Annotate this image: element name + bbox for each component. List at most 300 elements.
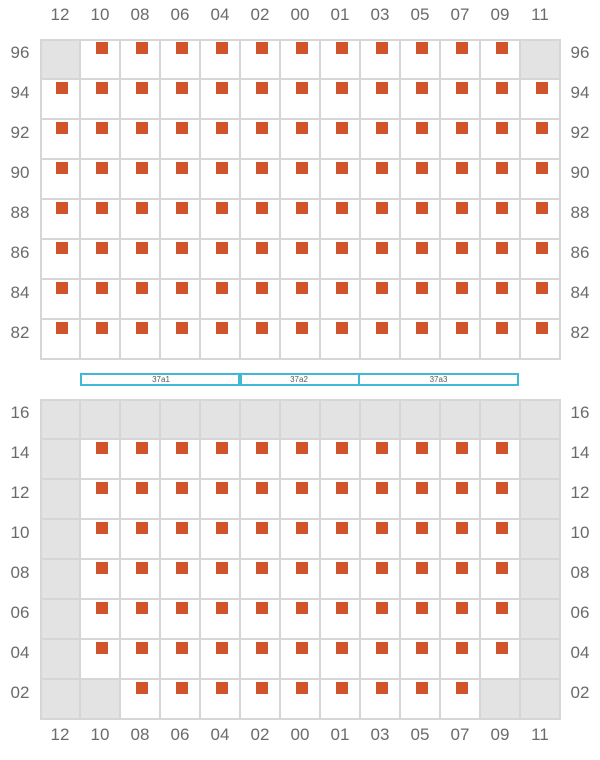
seat-marker — [216, 122, 228, 134]
seat-cell[interactable] — [321, 600, 361, 640]
seat-cell[interactable] — [441, 240, 481, 280]
seat-cell[interactable] — [81, 120, 121, 160]
seat-cell[interactable] — [401, 560, 441, 600]
seat-marker — [256, 442, 268, 454]
seat-cell[interactable] — [81, 320, 121, 360]
seat-cell[interactable] — [481, 320, 521, 360]
seat-marker — [536, 202, 548, 214]
seat-cell[interactable] — [121, 280, 161, 320]
seat-cell[interactable] — [401, 680, 441, 720]
seat-cell[interactable] — [321, 320, 361, 360]
section-37a2[interactable]: 37a2 — [238, 373, 360, 386]
top-column-label: 00 — [290, 5, 310, 24]
seat-marker — [336, 682, 348, 694]
empty-cell — [321, 400, 361, 440]
seat-cell[interactable] — [281, 240, 321, 280]
top-column-label: 08 — [130, 5, 150, 24]
seat-cell[interactable] — [201, 320, 241, 360]
seat-marker — [376, 122, 388, 134]
seat-cell[interactable] — [41, 280, 81, 320]
seat-cell[interactable] — [201, 120, 241, 160]
seat-marker — [496, 442, 508, 454]
seat-cell[interactable] — [521, 320, 561, 360]
seat-cell[interactable] — [121, 440, 161, 480]
seat-cell[interactable] — [241, 560, 281, 600]
seat-cell[interactable] — [201, 200, 241, 240]
seat-cell[interactable] — [361, 520, 401, 560]
seat-cell[interactable] — [441, 200, 481, 240]
seat-marker — [256, 602, 268, 614]
seat-marker — [216, 242, 228, 254]
seat-cell[interactable] — [481, 120, 521, 160]
seat-marker — [536, 82, 548, 94]
seat-cell[interactable] — [281, 440, 321, 480]
seat-cell[interactable] — [481, 240, 521, 280]
seat-marker — [456, 602, 468, 614]
seat-cell[interactable] — [121, 320, 161, 360]
row-label-right: 96 — [570, 43, 590, 62]
seat-cell[interactable] — [521, 160, 561, 200]
seat-cell[interactable] — [281, 560, 321, 600]
seat-cell[interactable] — [41, 320, 81, 360]
seat-marker — [256, 42, 268, 54]
row-label-left: 12 — [10, 483, 30, 502]
seat-marker — [376, 522, 388, 534]
seat-cell[interactable] — [401, 40, 441, 80]
empty-cell — [521, 400, 561, 440]
seat-marker — [216, 642, 228, 654]
seat-cell[interactable] — [241, 640, 281, 680]
top-column-label: 01 — [330, 5, 350, 24]
seat-marker — [336, 522, 348, 534]
seat-cell[interactable] — [241, 280, 281, 320]
seat-marker — [136, 562, 148, 574]
seat-marker — [416, 162, 428, 174]
seat-cell[interactable] — [321, 640, 361, 680]
seat-cell[interactable] — [321, 40, 361, 80]
seat-marker — [56, 322, 68, 334]
seat-marker — [456, 482, 468, 494]
seat-cell[interactable] — [441, 440, 481, 480]
seat-marker — [176, 42, 188, 54]
seat-cell[interactable] — [361, 600, 401, 640]
seat-cell[interactable] — [161, 560, 201, 600]
seat-cell[interactable] — [481, 640, 521, 680]
seat-marker — [136, 42, 148, 54]
row-label-right: 08 — [570, 563, 590, 582]
seat-marker — [96, 482, 108, 494]
bottom-column-label: 06 — [170, 725, 190, 744]
seat-marker — [536, 162, 548, 174]
seat-cell[interactable] — [241, 160, 281, 200]
seat-cell[interactable] — [121, 200, 161, 240]
seat-cell[interactable] — [161, 600, 201, 640]
seat-cell[interactable] — [361, 560, 401, 600]
seat-cell[interactable] — [241, 80, 281, 120]
seat-cell[interactable] — [241, 600, 281, 640]
seat-cell[interactable] — [481, 440, 521, 480]
seat-marker — [416, 42, 428, 54]
seat-cell[interactable] — [81, 440, 121, 480]
seat-cell[interactable] — [121, 600, 161, 640]
seat-cell[interactable] — [201, 560, 241, 600]
seat-marker — [296, 282, 308, 294]
seat-cell[interactable] — [161, 640, 201, 680]
seat-cell[interactable] — [441, 640, 481, 680]
seat-cell[interactable] — [81, 480, 121, 520]
seat-cell[interactable] — [481, 40, 521, 80]
row-label-right: 14 — [570, 443, 590, 462]
seat-marker — [416, 682, 428, 694]
seat-marker — [536, 242, 548, 254]
seat-cell[interactable] — [441, 600, 481, 640]
seat-cell[interactable] — [321, 520, 361, 560]
row-label-right: 04 — [570, 643, 590, 662]
seat-marker — [336, 202, 348, 214]
seat-cell[interactable] — [441, 480, 481, 520]
seat-marker — [176, 162, 188, 174]
seat-cell[interactable] — [201, 280, 241, 320]
seat-cell[interactable] — [121, 680, 161, 720]
seat-marker — [96, 242, 108, 254]
seat-marker — [376, 42, 388, 54]
seat-marker — [56, 82, 68, 94]
top-column-label: 06 — [170, 5, 190, 24]
seat-cell[interactable] — [361, 440, 401, 480]
seat-marker — [336, 322, 348, 334]
seat-cell[interactable] — [321, 560, 361, 600]
empty-cell — [41, 400, 81, 440]
seat-cell[interactable] — [81, 520, 121, 560]
seat-cell[interactable] — [121, 240, 161, 280]
seat-marker — [296, 202, 308, 214]
seat-cell[interactable] — [281, 600, 321, 640]
top-column-label: 11 — [531, 5, 549, 24]
seat-marker — [376, 602, 388, 614]
seat-cell[interactable] — [281, 680, 321, 720]
seat-cell[interactable] — [441, 560, 481, 600]
seat-cell[interactable] — [161, 440, 201, 480]
seat-cell[interactable] — [81, 640, 121, 680]
seat-cell[interactable] — [281, 160, 321, 200]
seat-marker — [176, 242, 188, 254]
top-column-label: 02 — [250, 5, 270, 24]
seat-cell[interactable] — [161, 40, 201, 80]
bottom-column-label: 07 — [450, 725, 470, 744]
seat-cell[interactable] — [161, 200, 201, 240]
seat-cell[interactable] — [41, 200, 81, 240]
seat-marker — [296, 42, 308, 54]
seat-cell[interactable] — [401, 280, 441, 320]
seat-marker — [456, 322, 468, 334]
seat-marker — [56, 242, 68, 254]
seat-cell[interactable] — [241, 240, 281, 280]
seat-marker — [296, 442, 308, 454]
seat-cell[interactable] — [401, 200, 441, 240]
seat-marker — [176, 482, 188, 494]
seat-cell[interactable] — [441, 160, 481, 200]
seat-marker — [496, 322, 508, 334]
section-37a3[interactable]: 37a3 — [358, 373, 519, 386]
section-37a1[interactable]: 37a1 — [80, 373, 242, 386]
seat-cell[interactable] — [441, 80, 481, 120]
bottom-column-label: 10 — [90, 725, 110, 744]
seat-cell[interactable] — [41, 120, 81, 160]
seat-marker — [256, 122, 268, 134]
seat-cell[interactable] — [201, 80, 241, 120]
seat-cell[interactable] — [281, 200, 321, 240]
seat-cell[interactable] — [321, 240, 361, 280]
seat-marker — [336, 282, 348, 294]
seat-marker — [56, 162, 68, 174]
seat-cell[interactable] — [401, 480, 441, 520]
seat-marker — [416, 202, 428, 214]
seat-cell[interactable] — [441, 320, 481, 360]
seat-cell[interactable] — [201, 440, 241, 480]
seat-marker — [216, 602, 228, 614]
seat-cell[interactable] — [241, 440, 281, 480]
seat-cell[interactable] — [161, 160, 201, 200]
seat-marker — [336, 602, 348, 614]
seat-cell[interactable] — [241, 200, 281, 240]
top-column-label: 09 — [490, 5, 510, 24]
seat-marker — [496, 162, 508, 174]
seat-cell[interactable] — [281, 280, 321, 320]
seat-cell[interactable] — [481, 80, 521, 120]
seat-cell[interactable] — [401, 240, 441, 280]
seat-marker — [136, 282, 148, 294]
seat-cell[interactable] — [161, 280, 201, 320]
row-label-right: 86 — [570, 243, 590, 262]
seat-marker — [96, 282, 108, 294]
seat-cell[interactable] — [121, 520, 161, 560]
seat-cell[interactable] — [201, 40, 241, 80]
seat-cell[interactable] — [401, 160, 441, 200]
seat-cell[interactable] — [321, 80, 361, 120]
empty-cell — [41, 640, 81, 680]
row-label-left: 94 — [10, 83, 30, 102]
seat-marker — [256, 202, 268, 214]
seat-cell[interactable] — [361, 120, 401, 160]
bottom-column-label: 12 — [50, 725, 70, 744]
seat-cell[interactable] — [161, 480, 201, 520]
seat-marker — [456, 682, 468, 694]
seat-cell[interactable] — [121, 160, 161, 200]
seat-cell[interactable] — [361, 240, 401, 280]
seat-cell[interactable] — [241, 520, 281, 560]
seat-marker — [416, 242, 428, 254]
seat-marker — [136, 202, 148, 214]
seat-marker — [416, 602, 428, 614]
seat-cell[interactable] — [81, 280, 121, 320]
seat-cell[interactable] — [361, 320, 401, 360]
seat-marker — [456, 122, 468, 134]
seat-marker — [256, 562, 268, 574]
seat-cell[interactable] — [401, 520, 441, 560]
seat-cell[interactable] — [241, 40, 281, 80]
seat-marker — [376, 162, 388, 174]
seat-cell[interactable] — [401, 440, 441, 480]
seat-marker — [376, 282, 388, 294]
top-column-label: 03 — [370, 5, 390, 24]
seat-cell[interactable] — [441, 120, 481, 160]
seat-cell[interactable] — [201, 640, 241, 680]
seat-cell[interactable] — [521, 120, 561, 160]
bottom-column-label: 05 — [410, 725, 430, 744]
seat-cell[interactable] — [41, 160, 81, 200]
seat-cell[interactable] — [361, 680, 401, 720]
seat-cell[interactable] — [121, 80, 161, 120]
seat-cell[interactable] — [361, 80, 401, 120]
seat-cell[interactable] — [281, 120, 321, 160]
seat-marker — [56, 282, 68, 294]
seat-marker — [376, 482, 388, 494]
seat-marker — [336, 442, 348, 454]
seat-marker — [176, 562, 188, 574]
seat-marker — [56, 122, 68, 134]
seat-cell[interactable] — [81, 160, 121, 200]
seat-cell[interactable] — [121, 120, 161, 160]
seat-marker — [336, 562, 348, 574]
seat-cell[interactable] — [201, 480, 241, 520]
seat-cell[interactable] — [161, 240, 201, 280]
seat-marker — [216, 482, 228, 494]
top-column-label: 04 — [210, 5, 230, 24]
seat-cell[interactable] — [241, 320, 281, 360]
seat-cell[interactable] — [321, 120, 361, 160]
empty-cell — [481, 400, 521, 440]
seat-marker — [456, 442, 468, 454]
seat-cell[interactable] — [161, 120, 201, 160]
seat-cell[interactable] — [401, 120, 441, 160]
seat-cell[interactable] — [81, 40, 121, 80]
seat-cell[interactable] — [281, 520, 321, 560]
empty-cell — [201, 400, 241, 440]
seat-cell[interactable] — [321, 680, 361, 720]
seat-cell[interactable] — [201, 240, 241, 280]
seat-marker — [296, 82, 308, 94]
seat-cell[interactable] — [481, 160, 521, 200]
seat-cell[interactable] — [481, 600, 521, 640]
seat-cell[interactable] — [361, 200, 401, 240]
empty-cell — [401, 400, 441, 440]
seat-cell[interactable] — [361, 480, 401, 520]
seat-cell[interactable] — [81, 80, 121, 120]
seat-cell[interactable] — [481, 200, 521, 240]
seat-cell[interactable] — [281, 80, 321, 120]
seat-cell[interactable] — [481, 520, 521, 560]
row-label-left: 90 — [10, 163, 30, 182]
bottom-column-label: 03 — [370, 725, 390, 744]
seat-cell[interactable] — [201, 600, 241, 640]
seat-marker — [256, 642, 268, 654]
seat-marker — [376, 682, 388, 694]
seat-cell[interactable] — [201, 520, 241, 560]
seat-cell[interactable] — [201, 680, 241, 720]
seat-cell[interactable] — [361, 640, 401, 680]
seat-cell[interactable] — [121, 40, 161, 80]
seat-cell[interactable] — [281, 640, 321, 680]
seat-cell[interactable] — [241, 120, 281, 160]
row-label-right: 16 — [570, 403, 590, 422]
seat-marker — [296, 562, 308, 574]
seat-marker — [336, 642, 348, 654]
seat-cell[interactable] — [321, 280, 361, 320]
seat-cell[interactable] — [281, 40, 321, 80]
seat-cell[interactable] — [121, 560, 161, 600]
seat-cell[interactable] — [161, 680, 201, 720]
seat-cell[interactable] — [521, 80, 561, 120]
seat-cell[interactable] — [81, 200, 121, 240]
row-label-left: 88 — [10, 203, 30, 222]
seat-cell[interactable] — [81, 600, 121, 640]
seat-cell[interactable] — [241, 480, 281, 520]
seat-cell[interactable] — [321, 200, 361, 240]
row-label-left: 08 — [10, 563, 30, 582]
seat-cell[interactable] — [441, 680, 481, 720]
seat-marker — [176, 642, 188, 654]
empty-cell — [161, 400, 201, 440]
seat-cell[interactable] — [521, 200, 561, 240]
seat-cell[interactable] — [361, 160, 401, 200]
seat-cell[interactable] — [321, 440, 361, 480]
seat-cell[interactable] — [201, 160, 241, 200]
seat-cell[interactable] — [81, 560, 121, 600]
empty-cell — [41, 600, 81, 640]
seat-cell[interactable] — [361, 40, 401, 80]
seat-marker — [496, 122, 508, 134]
seat-cell[interactable] — [401, 600, 441, 640]
seat-cell[interactable] — [241, 680, 281, 720]
seat-cell[interactable] — [481, 560, 521, 600]
seat-cell[interactable] — [401, 640, 441, 680]
seat-marker — [456, 562, 468, 574]
seat-cell[interactable] — [81, 240, 121, 280]
seat-cell[interactable] — [401, 320, 441, 360]
seat-cell[interactable] — [41, 240, 81, 280]
seat-marker — [336, 122, 348, 134]
seat-cell[interactable] — [441, 40, 481, 80]
seat-marker — [176, 442, 188, 454]
seat-cell[interactable] — [401, 80, 441, 120]
seat-marker — [416, 122, 428, 134]
empty-cell — [521, 520, 561, 560]
row-label-right: 94 — [570, 83, 590, 102]
seat-cell[interactable] — [121, 480, 161, 520]
seat-cell[interactable] — [281, 320, 321, 360]
seat-cell[interactable] — [161, 320, 201, 360]
seat-cell[interactable] — [281, 480, 321, 520]
seat-marker — [96, 522, 108, 534]
seat-cell[interactable] — [161, 80, 201, 120]
seat-marker — [96, 562, 108, 574]
seat-cell[interactable] — [481, 280, 521, 320]
seat-cell[interactable] — [41, 80, 81, 120]
seat-cell[interactable] — [121, 640, 161, 680]
seat-cell[interactable] — [521, 280, 561, 320]
seat-marker — [296, 602, 308, 614]
seat-cell[interactable] — [321, 480, 361, 520]
seat-marker — [216, 562, 228, 574]
seat-marker — [296, 682, 308, 694]
seat-cell[interactable] — [321, 160, 361, 200]
seat-cell[interactable] — [441, 520, 481, 560]
seat-cell[interactable] — [521, 240, 561, 280]
seat-cell[interactable] — [161, 520, 201, 560]
seat-cell[interactable] — [361, 280, 401, 320]
seat-cell[interactable] — [441, 280, 481, 320]
seat-cell[interactable] — [481, 480, 521, 520]
